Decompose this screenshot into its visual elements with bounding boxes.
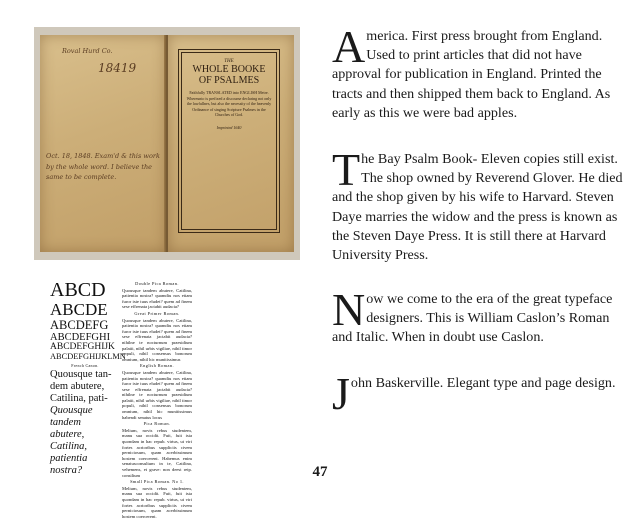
specimen-italic-line: abutere, Catilina, [50,428,88,452]
title-the: THE [224,59,234,64]
handwriting-note: Oct. 18, 1848. Exam'd & this work by the whole word. I believe the same to be complete. [46,152,160,181]
specimen-block-text: Quousque tandem abutere, Catilina, patientia nostra? quamdiu nos etiam furor iste tuus eludet? quem ad finem sese effrenata jactabit audacia? [122,287,192,310]
specimen-caps: ABCDEFGHI [50,331,111,343]
specimen-block-text: Melium, novis rebus studentem, manu sua occidit. Fuit, fuit ista quondam in hac repub. virtus, ut viri fortes acrioribus suppliciis civem perniciosum, quam acerbissimum hostem coercerent. [122,485,192,519]
paragraph-caslon [332,284,628,348]
specimen-block-text: Quousque tandem abutere, Catilina, patientia nostra? quamdiu nos etiam furor iste tuus eludet? quem ad finem sese effrenata jactabit audacia? nihilne te nocturnum praesidium palatii, nihil urbis vigiliae, nihil timor populi, nihil consensus bonorum omnium, nihil hic munitissimus [122,317,192,362]
paragraph-text: he Bay Psalm Book- Eleven copies still exist. The shop owned by Reverend Glover. He died and the shop given by his wife to Harvard. Steven Daye marries the widow and the press is known as the Steven Daye Press. It is still there at Harvard University Press. [332,151,623,264]
paragraph-text: merica. First press brought from England. Used to print articles that did not have approval for publication in England. Printed the tracts and then shipped them back to England. As early as this we were bad apples. [332,28,611,121]
specimen-caps: ABCDEFGHIJK [50,342,115,352]
specimen-right-column [122,280,192,519]
specimen-italic-line: Quousque tandem [50,404,93,428]
specimen-block-text: Quousque tandem abutere, Catilina, patientia nostra? quamdiu nos etiam furor iste tuus eludet? quem ad finem sese effrenata jactabit audacia? nihilne te nocturnum praesidium palatii, nihil urbis vigiliae, nihil timor populi, nihil consensus bonorum omnium, nihil hic munitissimus habendi senatus locus [122,369,192,420]
page-number: 47 [312,464,328,480]
handwriting-number: 18419 [98,61,137,75]
title-imprint: Imprinted 1640 [216,125,242,131]
paragraph-baskerville [332,368,628,419]
specimen-roman-line: Catilina, pati- [50,392,108,404]
specimen-block-head: Double Pica Roman. [135,281,179,286]
specimen-subhead: French Canon. [71,362,99,368]
specimen-block-text: Melium, novis rebus studentem, manu sua occidit. Fuit, fuit ista quondam in hac repub. virtus, ut viri fortes acrioribus suppliciis civem perniciosum, quam acerbissimum hostem coercerent. Habemus enim senatusconsultum in te, Catilina, vehemens, et grave: non deest reip. consilium [122,427,192,478]
specimen-block-head: English Roman. [140,363,174,369]
specimen-caps: ABCD [50,279,106,301]
specimen-block-head: Pica Roman. [143,421,171,427]
specimen-block-head: Small Pica Roman. No 1. [130,479,184,485]
paragraph-text: ow we come to the era of the great typeface designers. This is William Caslon’s Roman and Italic. When in doubt use Caslon. [332,291,613,346]
specimen-roman-line: dem abutere, [50,380,105,392]
specimen-left-column [50,279,126,477]
book-right-page [168,35,294,252]
title-body: Faithfully TRANSLATED into ENGLISH Metre. Whereunto is prefixed a discourse declaring not only the lawfullnes, but also the necessity of the heavenly Ordinance of singing Scripture Psalmes in the Churches of God. [186,90,272,118]
drop-cap: N [332,284,366,335]
handwriting-top: Roval Hurd Co. [62,47,113,55]
specimen-caps: ABCDEFG [50,318,109,332]
title-page-border [178,49,280,233]
specimen-caps: ABCDE [50,300,108,319]
drop-cap: T [332,144,361,195]
bay-psalm-book-photo [34,27,300,260]
specimen-roman-line: Quousque tan- [50,368,112,380]
book-left-page [40,35,166,252]
specimen-caps: ABCDEFGHIJKLMN [50,351,126,361]
paragraph-america [332,21,628,123]
drop-cap: J [332,368,350,419]
specimen-italic-line: patientia nostra? [50,452,88,476]
caslon-specimen [50,279,264,519]
drop-cap: A [332,21,366,72]
paragraph-text: ohn Baskerville. Elegant type and page design. [350,375,616,391]
paragraph-bay-psalm [332,144,628,265]
title-main: WHOLE BOOKE OF PSALMES [192,64,266,87]
specimen-block-head: Great Primer Roman. [134,310,180,316]
